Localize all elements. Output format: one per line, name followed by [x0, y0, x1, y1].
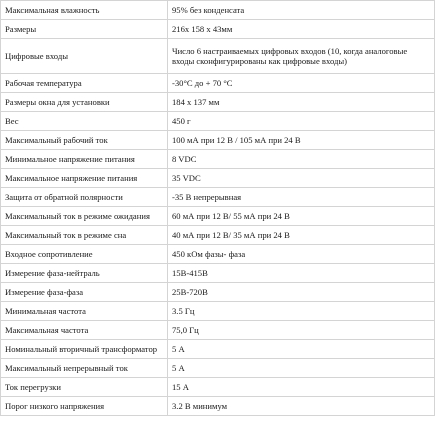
table-row	[1, 378, 435, 397]
table-row	[1, 93, 435, 112]
spec-label: Номинальный вторичный трансформатор	[1, 340, 168, 359]
table-row	[1, 74, 435, 93]
table-row	[1, 397, 435, 416]
spec-value: 15 А	[168, 378, 435, 397]
table-row	[1, 169, 435, 188]
spec-label: Минимальное напряжение питания	[1, 150, 168, 169]
spec-value: 100 мА при 12 В / 105 мА при 24 В	[168, 131, 435, 150]
spec-value: 5 А	[168, 340, 435, 359]
spec-value: 15В-415В	[168, 264, 435, 283]
spec-label: Максимальный ток в режиме ожидания	[1, 207, 168, 226]
table-row	[1, 340, 435, 359]
table-row	[1, 359, 435, 378]
spec-label: Максимальная частота	[1, 321, 168, 340]
table-row	[1, 20, 435, 39]
spec-label: Максимальный непрерывный ток	[1, 359, 168, 378]
spec-value: 3.5 Гц	[168, 302, 435, 321]
table-row	[1, 112, 435, 131]
table-row	[1, 150, 435, 169]
spec-label: Цифровые входы	[1, 39, 168, 74]
spec-value: 3.2 В минимум	[168, 397, 435, 416]
spec-label: Рабочая температура	[1, 74, 168, 93]
spec-value: -35 В непрерывная	[168, 188, 435, 207]
spec-label: Максимальное напряжение питания	[1, 169, 168, 188]
table-row	[1, 39, 435, 74]
spec-value: 450 кОм фазы- фаза	[168, 245, 435, 264]
spec-value: 60 мА при 12 В/ 55 мА при 24 В	[168, 207, 435, 226]
spec-label: Размеры	[1, 20, 168, 39]
spec-value: Число 6 настраиваемых цифровых входов (10, когда аналоговые входы сконфигурированы как цифровые входы)	[168, 39, 435, 74]
spec-value: -30°C до + 70 °C	[168, 74, 435, 93]
spec-label: Вес	[1, 112, 168, 131]
spec-value: 40 мА при 12 В/ 35 мА при 24 В	[168, 226, 435, 245]
table-row	[1, 207, 435, 226]
table-row	[1, 302, 435, 321]
spec-value: 75,0 Гц	[168, 321, 435, 340]
spec-value: 25В-720В	[168, 283, 435, 302]
spec-label: Ток перегрузки	[1, 378, 168, 397]
table-row	[1, 321, 435, 340]
spec-value: 5 А	[168, 359, 435, 378]
spec-value: 95% без конденсата	[168, 1, 435, 20]
table-row	[1, 283, 435, 302]
spec-value: 184 x 137 мм	[168, 93, 435, 112]
spec-label: Максимальная влажность	[1, 1, 168, 20]
spec-label: Измерение фаза-фаза	[1, 283, 168, 302]
spec-value: 35 VDC	[168, 169, 435, 188]
table-row	[1, 188, 435, 207]
spec-value: 450 г	[168, 112, 435, 131]
spec-value: 8 VDC	[168, 150, 435, 169]
spec-label: Минимальная частота	[1, 302, 168, 321]
table-row	[1, 245, 435, 264]
table-row	[1, 264, 435, 283]
spec-label: Размеры окна для установки	[1, 93, 168, 112]
spec-label: Измерение фаза-нейтраль	[1, 264, 168, 283]
table-row	[1, 131, 435, 150]
spec-value: 216x 158 x 43мм	[168, 20, 435, 39]
spec-label: Защита от обратной полярности	[1, 188, 168, 207]
spec-label: Максимальный рабочий ток	[1, 131, 168, 150]
spec-label: Максимальный ток в режиме сна	[1, 226, 168, 245]
spec-label: Порог низкого напряжения	[1, 397, 168, 416]
table-row	[1, 1, 435, 20]
spec-label: Входное сопротивление	[1, 245, 168, 264]
table-row	[1, 226, 435, 245]
